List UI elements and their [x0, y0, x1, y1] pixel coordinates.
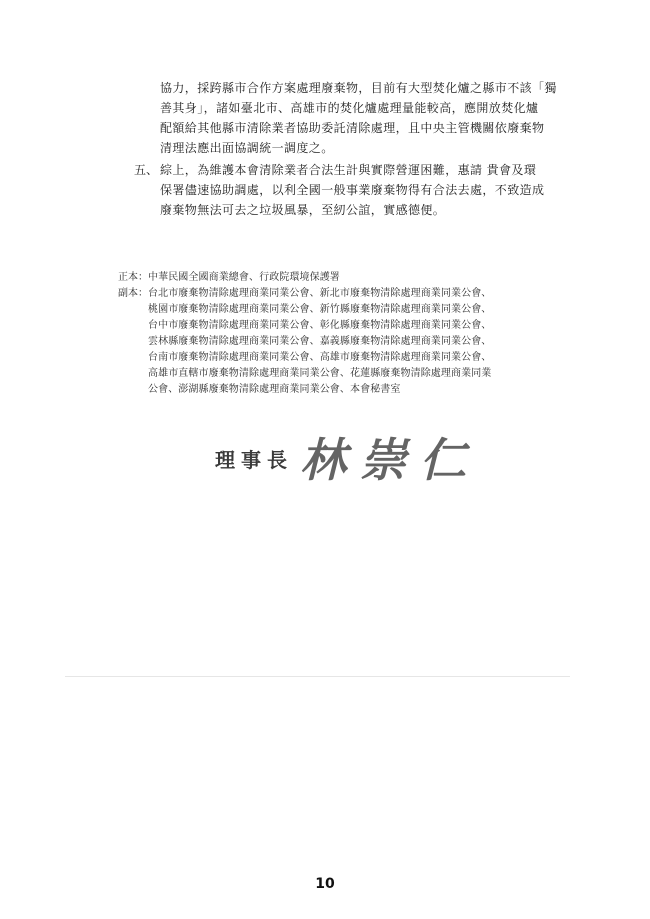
- paragraph-line: 協力，採跨縣市合作方案處理廢棄物，目前有大型焚化爐之縣市不該「獨: [160, 81, 557, 95]
- copy-recipients-line: 公會、澎湖縣廢棄物清除處理商業同業公會、本會秘書室: [148, 384, 401, 395]
- copy-recipients-label: 副本：: [118, 288, 148, 299]
- copy-recipients-line: 台北市廢棄物清除處理商業同業公會、新北市廢棄物清除處理商業同業公會、: [148, 288, 492, 299]
- scan-artifact-line: [65, 676, 570, 677]
- paragraph-line: 綜上，為維護本會清除業者合法生計與實際營運困難，惠請 貴會及環: [160, 163, 537, 177]
- paragraph-line: 配額給其他縣市清除業者協助委託清除處理，且中央主管機關依廢棄物: [160, 121, 545, 135]
- page-number: 10: [315, 876, 335, 892]
- paragraph-line: 清理法應出面協調統一調度之。: [160, 141, 334, 155]
- paragraph-line: 保署儘速協助調處，以利全國一般事業廢棄物得有合法去處，不致造成: [160, 183, 545, 197]
- copy-recipients-line: 高雄市直轄市廢棄物清除處理商業同業公會、花蓮縣廢棄物清除處理商業同業: [148, 368, 492, 379]
- paragraph-line: 善其身」，諸如臺北市、高雄市的焚化爐處理量能較高，應開放焚化爐: [160, 101, 539, 115]
- copy-recipients-line: 台中市廢棄物清除處理商業同業公會、彰化縣廢棄物清除處理商業同業公會、: [148, 320, 492, 331]
- signature-name: 林崇仁: [300, 433, 480, 487]
- copy-recipients-line: 台南市廢棄物清除處理商業同業公會、高雄市廢棄物清除處理商業同業公會、: [148, 352, 492, 363]
- original-recipients: 中華民國全國商業總會、行政院環境保護署: [148, 272, 340, 283]
- signature-title: 理事長: [215, 448, 293, 472]
- copy-recipients-line: 雲林縣廢棄物清除處理商業同業公會、嘉義縣廢棄物清除處理商業同業公會、: [148, 336, 492, 347]
- original-recipients-label: 正本：: [118, 272, 148, 283]
- copy-recipients-line: 桃園市廢棄物清除處理商業同業公會、新竹縣廢棄物清除處理商業同業公會、: [148, 304, 492, 315]
- item-number: 五、: [134, 163, 159, 177]
- paragraph-line: 廢棄物無法可去之垃圾風暴，至紉公誼，實感德便。: [160, 203, 446, 217]
